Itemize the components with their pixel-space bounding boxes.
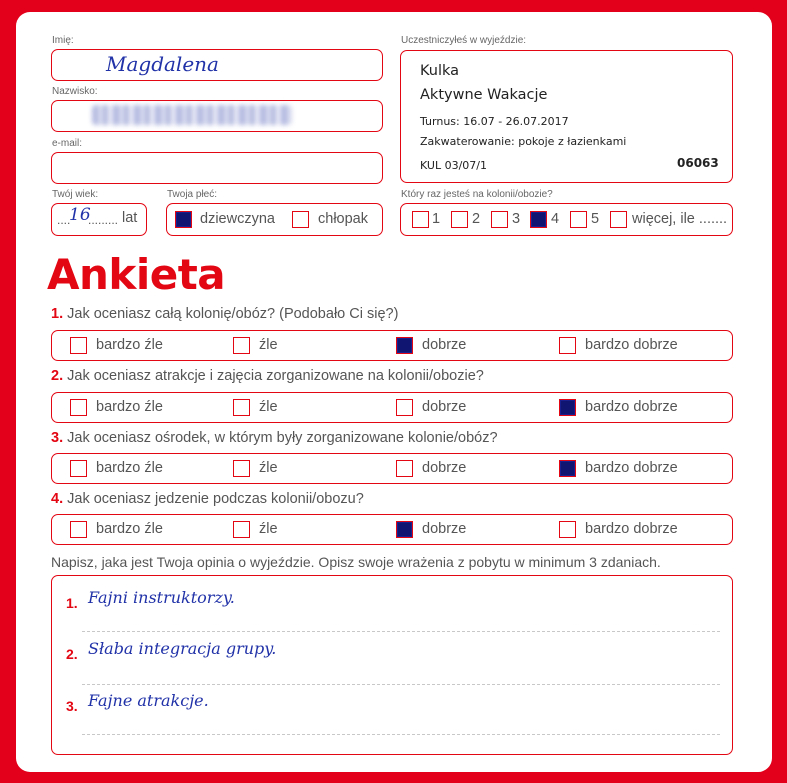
opinion-line-2-number: 2.: [66, 646, 78, 662]
q2-option-4-label: bardzo dobrze: [585, 399, 678, 415]
camp-company: Kulka: [420, 63, 460, 79]
q1-option-3-checkbox[interactable]: [396, 337, 413, 354]
times-2-label: 2: [472, 211, 481, 227]
surname-label: Nazwisko:: [52, 86, 98, 97]
q3-option-3-checkbox[interactable]: [396, 460, 413, 477]
age-value: 16: [69, 205, 91, 225]
question-1-answers: [51, 330, 733, 361]
gender-label: Twoja płeć:: [167, 189, 218, 200]
times-3-checkbox[interactable]: [491, 211, 508, 228]
q1-option-4-label: bardzo dobrze: [585, 337, 678, 353]
camp-info-box: [400, 50, 733, 183]
q4-option-3-label: dobrze: [422, 521, 467, 537]
question-text: Jak oceniasz atrakcje i zajęcia zorganizowane na kolonii/obozie?: [67, 368, 484, 384]
gender-female-checkbox[interactable]: [175, 211, 192, 228]
q2-option-2-label: źle: [259, 399, 278, 415]
surname-field[interactable]: [51, 100, 383, 132]
ruled-line: [82, 734, 720, 735]
question-4: [51, 491, 364, 507]
age-field[interactable]: [51, 203, 147, 236]
question-2-answers: [51, 392, 733, 423]
times-label: Który raz jesteś na kolonii/obozie?: [401, 189, 553, 200]
times-more-label: więcej, ile .......: [632, 211, 728, 227]
q1-option-1-label: bardzo źle: [96, 337, 163, 353]
q4-option-4-checkbox[interactable]: [559, 521, 576, 538]
opinion-prompt: Napisz, jaka jest Twoja opinia o wyjeździe. Opisz swoje wrażenia z pobytu w minimum 3 zdaniach.: [51, 554, 661, 570]
q1-option-3-label: dobrze: [422, 337, 467, 353]
question-2: [51, 368, 484, 384]
camp-turnus: Turnus: 16.07 - 26.07.2017: [420, 115, 569, 128]
q3-option-2-checkbox[interactable]: [233, 460, 250, 477]
question-text: Jak oceniasz całą kolonię/obóz? (Podobało Ci się?): [67, 306, 399, 322]
times-1-label: 1: [432, 211, 441, 227]
q2-option-3-label: dobrze: [422, 399, 467, 415]
question-number: 2.: [51, 368, 64, 384]
q3-option-3-label: dobrze: [422, 460, 467, 476]
q3-option-4-checkbox[interactable]: [559, 460, 576, 477]
question-number: 3.: [51, 430, 64, 446]
name-value: Magdalena: [106, 52, 219, 76]
email-label: e-mail:: [52, 138, 83, 149]
opinion-box[interactable]: [51, 575, 733, 755]
q2-option-2-checkbox[interactable]: [233, 399, 250, 416]
q4-option-1-label: bardzo źle: [96, 521, 163, 537]
survey-title: Ankieta: [47, 250, 226, 299]
opinion-line-1-number: 1.: [66, 595, 78, 611]
times-field: [400, 203, 733, 236]
question-3-answers: [51, 453, 733, 484]
question-3: [51, 430, 498, 446]
times-2-checkbox[interactable]: [451, 211, 468, 228]
q2-option-4-checkbox[interactable]: [559, 399, 576, 416]
question-4-answers: [51, 514, 733, 545]
age-dots-before: ....: [57, 213, 71, 227]
age-unit: lat: [122, 210, 138, 226]
name-field[interactable]: [51, 49, 383, 81]
times-4-checkbox[interactable]: [530, 211, 547, 228]
opinion-line-3-number: 3.: [66, 698, 78, 714]
times-5-label: 5: [591, 211, 600, 227]
question-text: Jak oceniasz jedzenie podczas kolonii/obozu?: [67, 491, 364, 507]
q4-option-4-label: bardzo dobrze: [585, 521, 678, 537]
q4-option-2-checkbox[interactable]: [233, 521, 250, 538]
question-1: [51, 306, 398, 322]
q3-option-4-label: bardzo dobrze: [585, 460, 678, 476]
opinion-line-3-text: Fajne atrakcje.: [88, 691, 209, 710]
q1-option-4-checkbox[interactable]: [559, 337, 576, 354]
q3-option-1-checkbox[interactable]: [70, 460, 87, 477]
surname-redacted: [92, 105, 292, 125]
name-label: Imię:: [52, 35, 74, 46]
gender-field: [166, 203, 383, 236]
camp-code: KUL 03/07/1: [420, 159, 487, 172]
q3-option-2-label: źle: [259, 460, 278, 476]
camp-program: Aktywne Wakacje: [420, 87, 548, 103]
q3-option-1-label: bardzo źle: [96, 460, 163, 476]
gender-female-label: dziewczyna: [200, 211, 275, 227]
question-number: 4.: [51, 491, 64, 507]
camp-label: Uczestniczyłeś w wyjeździe:: [401, 35, 527, 46]
q1-option-2-label: źle: [259, 337, 278, 353]
times-4-label: 4: [551, 211, 560, 227]
camp-accommodation: Zakwaterowanie: pokoje z łazienkami: [420, 135, 627, 148]
times-5-checkbox[interactable]: [570, 211, 587, 228]
survey-form: [16, 12, 772, 772]
times-1-checkbox[interactable]: [412, 211, 429, 228]
gender-male-checkbox[interactable]: [292, 211, 309, 228]
ruled-line: [82, 684, 720, 685]
q2-option-1-label: bardzo źle: [96, 399, 163, 415]
q4-option-3-checkbox[interactable]: [396, 521, 413, 538]
ruled-line: [82, 631, 720, 632]
q2-option-1-checkbox[interactable]: [70, 399, 87, 416]
age-dots-after: .........: [88, 213, 119, 227]
question-number: 1.: [51, 306, 64, 322]
times-3-label: 3: [512, 211, 521, 227]
age-label: Twój wiek:: [52, 189, 99, 200]
q1-option-2-checkbox[interactable]: [233, 337, 250, 354]
opinion-line-2-text: Słaba integracja grupy.: [88, 639, 277, 658]
opinion-line-1-text: Fajni instruktorzy.: [88, 588, 235, 607]
question-text: Jak oceniasz ośrodek, w którym były zorganizowane kolonie/obóz?: [67, 430, 498, 446]
q2-option-3-checkbox[interactable]: [396, 399, 413, 416]
email-field[interactable]: [51, 152, 383, 184]
times-more-checkbox[interactable]: [610, 211, 627, 228]
camp-number: 06063: [677, 156, 719, 170]
q4-option-2-label: źle: [259, 521, 278, 537]
q4-option-1-checkbox[interactable]: [70, 521, 87, 538]
gender-male-label: chłopak: [318, 211, 368, 227]
q1-option-1-checkbox[interactable]: [70, 337, 87, 354]
